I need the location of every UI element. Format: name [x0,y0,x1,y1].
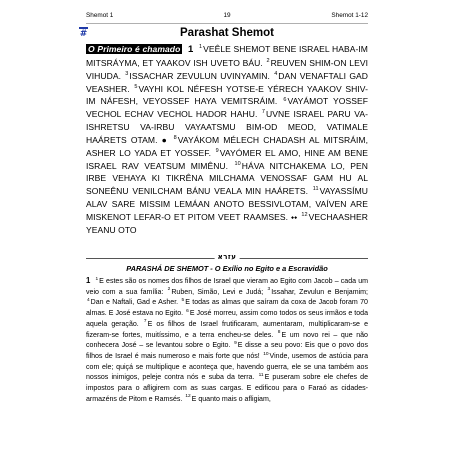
verse-text: VAYASSÍMU ALAV SARE MISSIM LEMÁAN ANOTO BESSIVLOTAM, VAÍVEN ARE MISKENOT LEFAR-O ET PITOM VEET RAAMSES. ⬩⬩ [86,186,368,222]
page-number: 19 [223,12,231,19]
header-right: Shemot 1-12 [331,12,368,19]
verse-number: 11 [312,186,319,193]
verse-text: Ruben, Simão, Levi e Judá; [171,288,264,296]
transliteration-block [86,43,368,250]
verse-number: 2 [266,58,270,64]
verse-text: E todas as almas que saíram da coxa de Jacob foram 70 almas. E José estava no Egito. [86,299,368,318]
verse-text: Dan e Naftali, Gad e Asher. [90,299,179,307]
verse-text: VAYÁMOT YOSSEF VECHOL ECHAV VECHOL HADOR HAHU. [86,96,368,120]
header-left: Shemot 1 [86,12,114,19]
section-divider [86,250,368,262]
verse-number: 6 [283,96,287,103]
verse-text: VECHAASHER YEANU OTO [86,211,368,235]
verse-text: VEÊLE SHEMOT BENE ISRAEL HABA-IM MITSRÁYMA, ET YAAKOV ISH UVETO BÁU. [86,44,368,68]
verse-text: DAN VENAFTALI GAD VEASHER. [86,70,368,94]
verse-number: 10 [263,351,269,357]
verse-text: E estes são os nomes dos filhos de Israel que vieram ao Egito com Jacob – cada um veio com a sua família: [86,278,368,296]
verse-text: E um novo rei – que não conhecera José – se levantou sobre o Egito. [86,331,368,350]
verse-number: 1 [198,44,203,51]
verse-number: 8 [277,330,281,336]
verse-text: E os filhos de Israel frutificaram, aumentaram, multiplicaram-se e fizeram-se fortes, muitíssimo, e a terra encheu-se deles. [86,320,368,339]
translation-chapter-number: 1 [86,276,91,285]
verse-text: VAYHI KOL NÉFESH YOTSE-E YÉRECH YAAKOV SHIV-IM NÁFESH, VEYOSSEF HAYA VEMITSRÁIM. [86,83,368,107]
verse-text: E disse a seu povo: Eis que o povo dos filhos de Israel é mais numeroso e mais forte que nós! [86,342,368,360]
running-header [86,12,368,24]
verse-text: E puseram sobre ele chefes de impostos para o afligirem com as suas cargas. E edificou para o Faraó as cidades-armazéns de Pitom e Ramsés. [86,374,368,403]
verse-number: 4 [87,298,90,304]
verse-number: 7 [143,319,147,325]
verse-number: 3 [125,70,129,77]
verse-text: VAYÓMER EL AMO, HINE AM BENE ISRAEL RAV VEATSUM MIMÊNU. [86,147,368,171]
verse-number: 11 [258,372,264,378]
verse-text: UVNE ISRAEL PARU VA-ISHRETSU VA-IRBU VAYAATSMU BIM-OD MEOD, VATIMALE HAÁRETS OTAM. ● [86,109,368,145]
verse-number: 3 [267,287,271,293]
verse-text: REUVEN SHIM-ON LEVI VIHUDA. [86,57,368,81]
translation-block [86,276,368,444]
verse-text: E José morreu, assim como todos os seus irmãos e toda aquela geração. [86,310,368,328]
verse-text: VAYÁKOM MÉLECH CHADASH AL MITSRÁIM, ASHER LO YADA ET YOSSEF. [86,134,368,158]
verse-number: 4 [274,70,278,77]
verse-number: 12 [301,212,308,219]
chapter-number: 1 [188,44,194,55]
verse-number: 9 [234,340,237,346]
verse-text: Issahar, Zevulun e Benjamim; [271,288,368,296]
verse-number: 5 [134,83,138,90]
verse-number: 5 [181,298,185,304]
verse-text: Vinde, usemos de astúcia para com ele; quiçá se multiplique e aconteça que, havendo guerra, ele se una também aos nossos inimigos, peleje contra nós e suba da terra. [86,352,368,382]
bookmark-icon[interactable]: # [79,27,88,49]
translation-title: PARASHÁ DE SHEMOT - O Exílio no Egito e a Escravidão [126,264,328,273]
verse-text: ISSACHAR ZEVULUN UVINYAMIN. [129,70,270,81]
verse-text: E quanto mais o afligiam, [191,395,271,403]
section-tag: O Primeiro é chamado [88,44,181,54]
verse-number: 10 [234,160,241,167]
page-title: Parashat Shemot [180,27,274,39]
verse-number: 8 [173,135,177,142]
verse-number: 2 [167,287,171,293]
verse-number: 7 [261,109,266,116]
verse-text: HÁVA NITCHAKEMA LO, PEN IRBE VEHAYA KI TIKRÊNA MILCHAMA VENOSSAF GAM HU AL SONEÊNU VENILCHAM BÁNU VEALA MIN HAÁRETS. [86,160,368,197]
verse-number: 9 [215,147,219,154]
verse-number: 6 [186,308,189,314]
verse-number: 12 [185,394,191,400]
divider-ornament: עזרא [215,252,240,262]
verse-number: 1 [95,276,99,282]
